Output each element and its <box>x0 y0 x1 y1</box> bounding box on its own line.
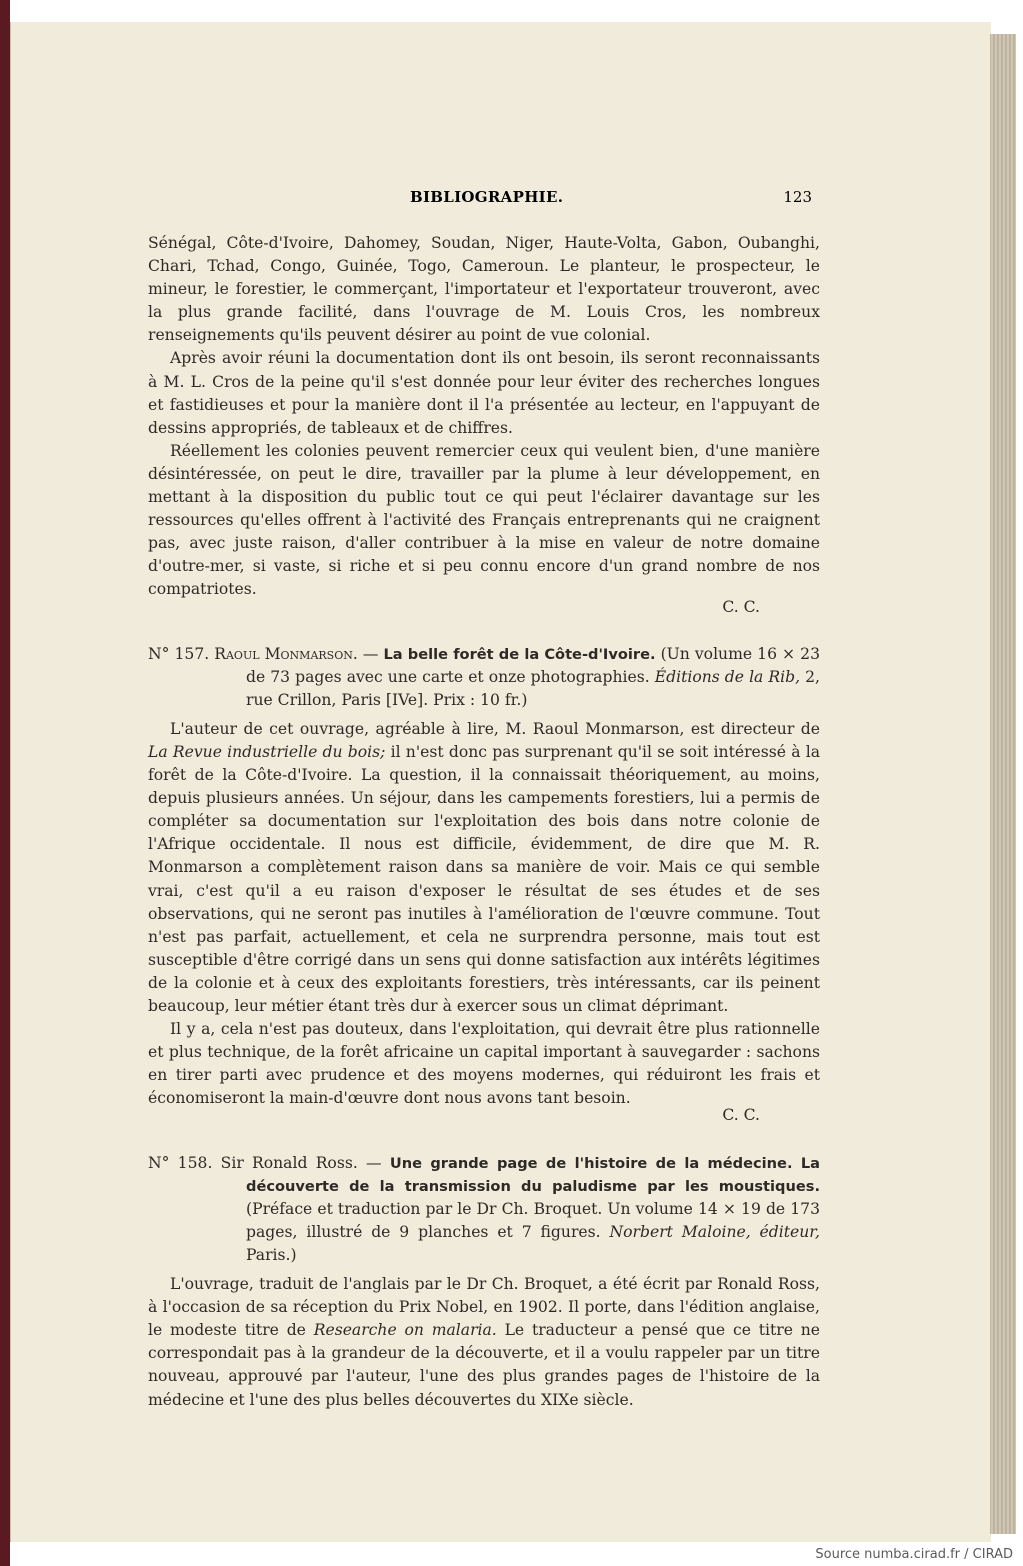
header-title: BIBLIOGRAPHIE. <box>410 188 564 206</box>
text-run: il n'est donc pas surprenant qu'il se soit intéressé à la forêt de la Côte-d'Ivoire. La question, il la connaissait théoriquement, au moins, depuis plusieurs années. Un séjour, dans les campements forestiers, lui a permis de compléter sa documentation sur l'exploitation des bois dans notre colonie de l'Afrique occidentale. Il nous est difficile, évidemment, de dire que M. R. Monmarson a complètement raison dans sa manière de voir. Mais ce qui semble vrai, c'est qu'il a eu raison d'exposer le résultat de ses études et de ses observations, qui ne seront pas inutiles à l'amélioration de l'œuvre commune. Tout n'est pas parfait, actuellement, et cela ne surprendra personne, mais tout est susceptible d'être corrigé dans un sens qui donne satisfaction aux intérêts légitimes de la colonie et à ceux des exploitants forestiers, très intéressants, car ils peinent beaucoup, leur métier étant très dur à exercer sous un climat déprimant. <box>148 742 820 1015</box>
entry-publisher: Éditions de la Rib, <box>654 667 801 686</box>
entry-author: Raoul Monmarson. <box>214 644 358 663</box>
source-credit: Source numba.cirad.fr / CIRAD <box>815 1547 1013 1562</box>
paragraph: Il y a, cela n'est pas douteux, dans l'exploitation, qui devrait être plus rationnelle et plus technique, de la forêt africaine un capital important à sauvegarder : sachons en tirer parti avec prudence et des moyens modernes, qui réduiront les frais et économiseront la main-d'œuvre dont nous avons tant besoin. <box>148 1020 820 1108</box>
paragraph: Réellement les colonies peuvent remercier ceux qui veulent bien, d'une manière désintéressée, on peut le dire, travailler par la plume à leur développement, en mettant à la disposition du public tout ce qui peut l'éclairer davantage sur les ressources qu'elles offrent à l'activité des Français entreprenants qui ne craignent pas, avec juste raison, d'aller contribuer à la mise en valeur de notre domaine d'outre-mer, si vaste, si riche et si peu connu encore d'un grand nombre de nos compatriotes. <box>148 441 820 599</box>
paragraph: Après avoir réuni la documentation dont ils ont besoin, ils seront reconnaissants à M. L. Cros de la peine qu'il s'est donnée pour leur éviter des recherches longues et fastidieuses et pour la manière dont il l'a présentée au lecteur, en l'appuyant de dessins appropriés, de tableaux et de chiffres. <box>148 349 820 437</box>
entry-details: (Préface et traduction par le Dr Ch. Broquet. Un volume 14 × 19 de 173 pages, illustré de 9 planches et 7 figures. <box>246 1199 820 1241</box>
running-header <box>148 186 820 214</box>
paragraph <box>148 1273 820 1412</box>
text-run: L'ouvrage, traduit de l'anglais par le Dr Ch. Broquet, a été écrit par Ronald Ross, à l'occasion de sa réception du Prix Nobel, en 1902. Il porte, dans l'édition anglaise, le modeste titre de <box>148 1275 820 1340</box>
page-body <box>148 232 820 1412</box>
paragraph <box>148 718 820 1018</box>
book-binding <box>0 0 10 1566</box>
bibliography-entry-158 <box>148 1152 820 1267</box>
text-run: Le traducteur a pensé que ce titre ne correspondait pas à la grandeur de la découverte, et il a voulu rappeler par un titre nouveau, approuvé par l'auteur, l'une des plus grandes pages de l'histoire de la médecine et l'une des plus belles découvertes du XIXe siècle. <box>148 1321 820 1409</box>
text-run: L'auteur de cet ouvrage, agréable à lire, M. Raoul Monmarson, est directeur de <box>170 719 820 738</box>
entry-number: N° 157. <box>148 644 210 663</box>
paragraph: Sénégal, Côte-d'Ivoire, Dahomey, Soudan, Niger, Haute-Volta, Gabon, Oubanghi, Chari, Tchad, Congo, Guinée, Togo, Cameroun. Le planteur, le prospecteur, le mineur, le forestier, le commerçant, l'importateur et l'exportateur trouveront, avec la plus grande facilité, dans l'ouvrage de M. Louis Cros, les nombreux renseignements qu'ils peuvent désirer au point de vue colonial. <box>148 234 820 345</box>
entry-address: Paris.) <box>246 1245 297 1264</box>
entry-dash: — <box>357 1153 390 1172</box>
entry-title: La belle forêt de la Côte-d'Ivoire. <box>383 645 656 663</box>
page-number: 123 <box>783 188 812 206</box>
signature: C. C. <box>722 1106 760 1125</box>
entry-author: Sir Ronald Ross. <box>220 1153 358 1172</box>
book-title: Researche on malaria. <box>313 1321 497 1340</box>
entry-details: (Un volume 16 × 23 de 73 pages avec une carte et onze photographies. <box>246 644 820 686</box>
entry-publisher: Norbert Maloine, éditeur, <box>609 1222 820 1241</box>
page-edges <box>990 34 1016 1534</box>
entry-title: Une grande page de l'histoire de la médecine. La découverte de la transmission du paludisme par les moustiques. <box>246 1154 820 1195</box>
signature: C. C. <box>722 597 760 616</box>
entry-dash: — <box>357 644 384 663</box>
bibliography-entry-157 <box>148 643 820 712</box>
journal-title: La Revue industrielle du bois; <box>148 742 386 761</box>
entry-address: 2, rue Crillon, Paris [IVe]. Prix : 10 fr.) <box>246 667 821 709</box>
entry-number: N° 158. <box>148 1153 213 1172</box>
